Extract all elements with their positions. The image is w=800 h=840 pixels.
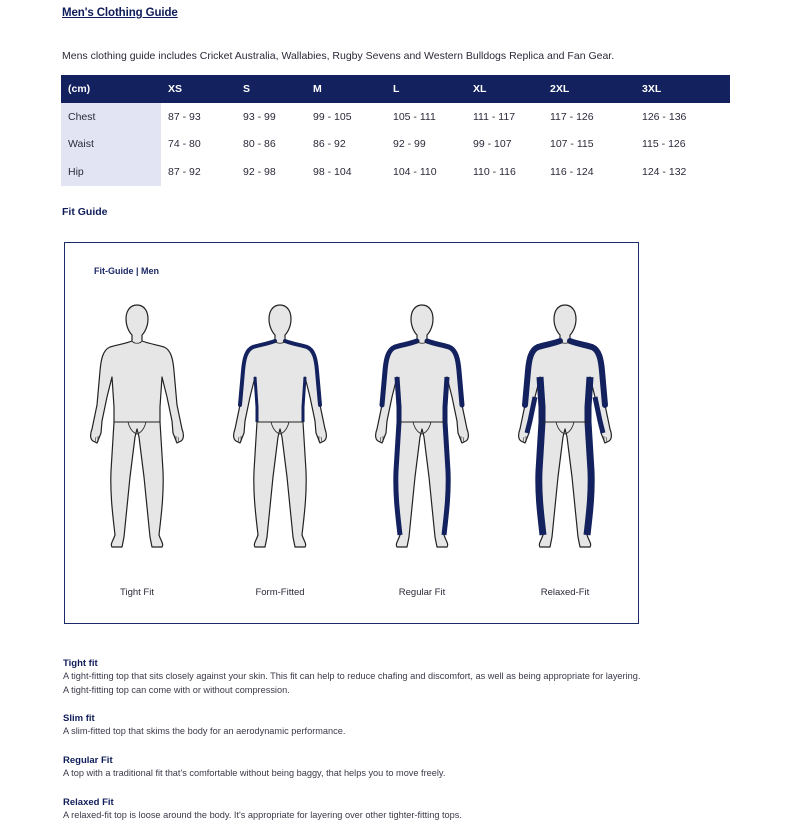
header-unit: (cm) <box>61 75 161 103</box>
table-cell: 115 - 126 <box>642 138 686 151</box>
description-text: A relaxed-fit top is loose around the body. It's appropriate for layering over other tighter-fitting tops. <box>63 810 462 820</box>
regular-fit-figure <box>362 301 482 551</box>
table-row <box>61 103 730 131</box>
description-title: Tight fit <box>63 658 98 669</box>
table-cell: 110 - 116 <box>473 165 516 178</box>
description-text: A tight-fitting top that sits closely against your skin. This fit can help to reduce chafing and discomfort, as well as being appropriate for layering. A tight-fitting top can come with or without compression. <box>63 671 641 695</box>
header-size-xs: XS <box>161 75 236 103</box>
table-row <box>61 131 730 159</box>
intro-text: Mens clothing guide includes Cricket Australia, Wallabies, Rugby Sevens and Western Bulldogs Replica and Fan Gear. <box>62 50 615 62</box>
body-silhouette-icon <box>77 301 197 551</box>
page-title: Men's Clothing Guide <box>62 7 178 19</box>
relaxed-fit-figure <box>505 301 625 551</box>
form-fitted-figure <box>220 301 340 551</box>
tight-fit-caption: Tight Fit <box>120 587 154 598</box>
table-cell: 86 - 92 <box>313 138 346 151</box>
slim-fit-description <box>63 713 663 739</box>
relaxed-fit-caption: Relaxed-Fit <box>540 587 590 598</box>
table-cell: 111 - 117 <box>473 110 516 123</box>
header-size-2xl: 2XL <box>543 75 635 103</box>
header-size-m: M <box>306 75 386 103</box>
table-cell: 107 - 115 <box>550 138 594 151</box>
table-cell: 98 - 104 <box>313 165 352 178</box>
body-silhouette-icon <box>220 301 340 551</box>
relaxed-fit-description <box>63 797 663 823</box>
regular-fit-caption: Regular Fit <box>398 587 446 598</box>
row-label-waist: Waist <box>61 131 161 159</box>
table-cell: 126 - 136 <box>642 110 687 123</box>
size-chart-table <box>61 75 730 186</box>
header-size-3xl: 3XL <box>635 75 730 103</box>
table-cell: 80 - 86 <box>243 138 276 151</box>
regular-fit-description <box>63 755 663 781</box>
table-cell: 104 - 110 <box>393 165 437 178</box>
tight-fit-description <box>63 658 643 697</box>
table-cell: 105 - 111 <box>393 110 436 123</box>
fit-guide-heading: Fit Guide <box>62 206 108 218</box>
table-cell: 74 - 80 <box>168 138 201 151</box>
table-cell: 99 - 107 <box>473 138 512 151</box>
row-label-chest: Chest <box>61 103 161 131</box>
table-cell: 117 - 126 <box>550 110 594 123</box>
table-cell: 92 - 99 <box>393 138 426 151</box>
description-title: Regular Fit <box>63 755 113 766</box>
row-label-hip: Hip <box>61 158 161 186</box>
header-size-s: S <box>236 75 306 103</box>
description-title: Slim fit <box>63 713 95 724</box>
table-row <box>61 158 730 186</box>
header-size-xl: XL <box>466 75 543 103</box>
description-text: A top with a traditional fit that's comfortable without being baggy, that helps you to move freely. <box>63 768 446 778</box>
description-text: A slim-fitted top that skims the body for an aerodynamic performance. <box>63 726 346 736</box>
header-size-l: L <box>386 75 466 103</box>
tight-fit-figure <box>77 301 197 551</box>
body-silhouette-icon <box>362 301 482 551</box>
table-cell: 87 - 93 <box>168 110 201 123</box>
form-fitted-caption: Form-Fitted <box>255 587 305 598</box>
fit-guide-box-title: Fit-Guide | Men <box>94 266 160 276</box>
table-cell: 93 - 99 <box>243 110 276 123</box>
description-title: Relaxed Fit <box>63 797 114 808</box>
table-header-row <box>61 75 730 103</box>
table-cell: 124 - 132 <box>642 165 687 178</box>
table-cell: 116 - 124 <box>550 165 594 178</box>
body-silhouette-icon <box>505 301 625 551</box>
table-cell: 87 - 92 <box>168 165 201 178</box>
table-cell: 92 - 98 <box>243 165 276 178</box>
fit-guide-diagram <box>64 242 639 624</box>
table-cell: 99 - 105 <box>313 110 352 123</box>
